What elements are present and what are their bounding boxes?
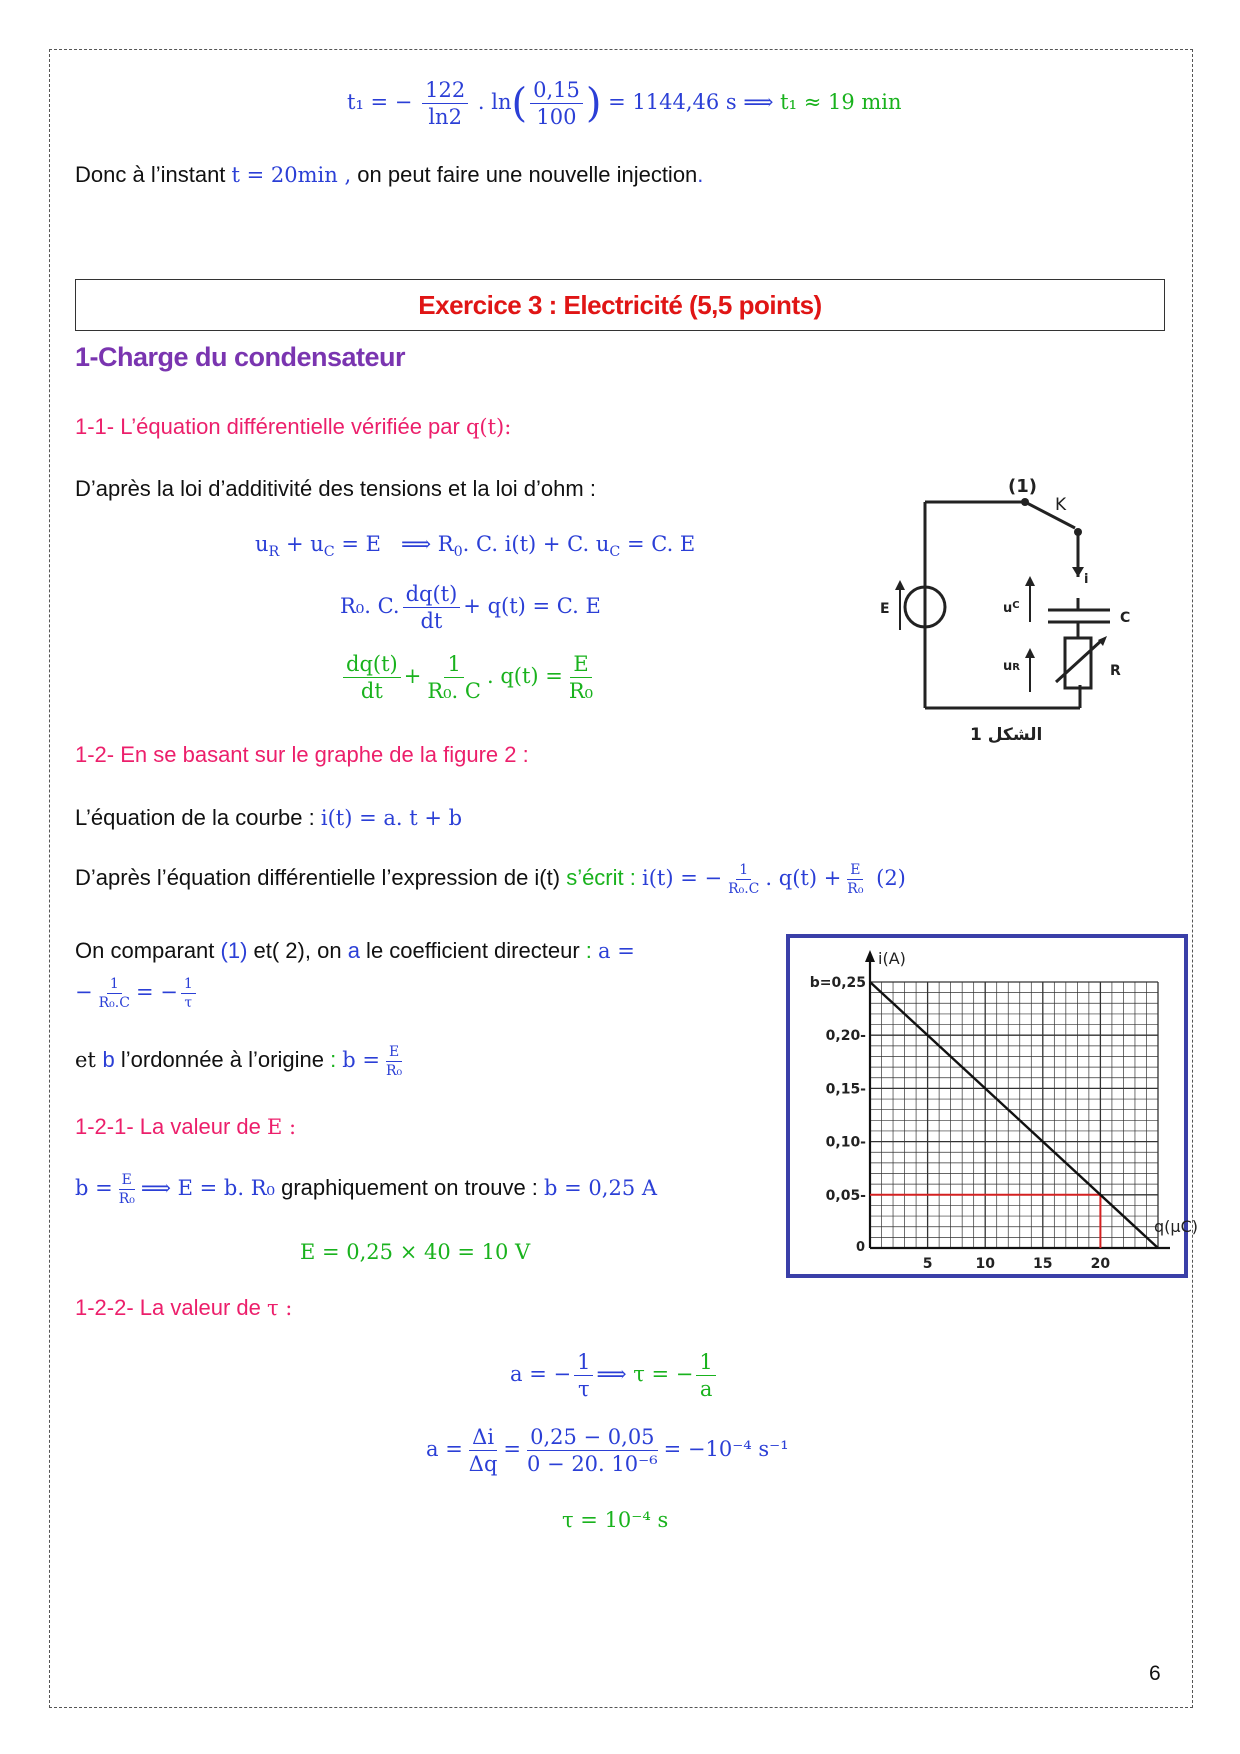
x-tick-label: 5	[922, 1256, 933, 1272]
conclusion-line: Donc à l’instant t = 20min , on peut faire une nouvelle injection.	[75, 162, 704, 187]
q121-heading: 1-2-1- La valeur de E :	[75, 1114, 297, 1139]
e-result: E = 0,25 × 40 = 10 V	[300, 1240, 531, 1264]
exercise-title-box	[75, 279, 1165, 331]
comparison-line-2: − $\frac{1}{\text{R₀.C}}$ = − $\frac{1}{\tau}$	[75, 976, 199, 1011]
x-tick-label: 20	[1090, 1256, 1111, 1272]
y-axis-arrow	[865, 950, 875, 962]
svg-text:uR	[1003, 659, 1020, 674]
eq-diff-final: $\frac{dq(t)}{dt}$ + $\frac{1}{\text{R₀. C}}$ . q(t) = $\frac{E}{\text{R₀}}$	[340, 652, 599, 703]
source-label: E	[880, 601, 890, 617]
y-tick-label: 0,20-	[825, 1028, 866, 1045]
uc-label: u	[1003, 601, 1013, 616]
q12-heading: 1-2- En se basant sur le graphe de la figure 2 :	[75, 742, 529, 767]
svg-text:uC	[1003, 600, 1020, 616]
exercise-title: Exercice 3 : Electricité (5,5 points)	[418, 289, 822, 320]
curve-equation-line: L’équation de la courbe : i(t) = a. t + b	[75, 805, 463, 830]
ur-label: u	[1003, 659, 1013, 674]
series-line	[870, 982, 1158, 1248]
x-axis-label: q(μC)	[1154, 1217, 1198, 1236]
comparison-line-1: On comparant (1) et( 2), on a le coefficient directeur : a =	[75, 938, 635, 963]
y-tick-label: 0,15-	[825, 1081, 866, 1098]
switch-position-label: (1)	[1008, 476, 1037, 497]
q121-line: b = $\frac{E}{\text{R₀}}$ ⟹ E = b. R₀ graphiquement on trouve : b = 0,25 A	[75, 1172, 658, 1208]
eq-tensions: $u_R + u_C = E$ ⟹ $R_0$. C. i(t) + C. $u_C = C$. E	[255, 532, 696, 561]
y-tick-label: 0,05-	[825, 1187, 866, 1204]
x-tick-label: 10	[975, 1256, 995, 1272]
page-number: 6	[1149, 1662, 1161, 1685]
i-q-chart	[790, 938, 1198, 1274]
switch-label: K	[1055, 495, 1067, 515]
origin-label: 0	[856, 1240, 866, 1255]
uc-sub: C	[1012, 600, 1020, 611]
intercept-line: et b l’ordonnée à l’origine : b = $\frac{E}{\text{R₀}}$	[75, 1044, 403, 1080]
q11-intro: D’après la loi d’additivité des tensions et la loi d’ohm :	[75, 476, 596, 501]
t1-result: t₁ ≈ 19 min	[780, 90, 902, 115]
figure1-caption: الشكل 1	[970, 725, 1043, 745]
y-tick-label: 0,10-	[825, 1134, 866, 1151]
graph-figure-2	[786, 934, 1198, 1278]
section-title: 1-Charge du condensateur	[75, 342, 406, 372]
eq-diff-1: R₀. C. $\frac{dq(t)}{dt}$ + q(t) = C. E	[340, 582, 601, 634]
circuit-diagram	[870, 470, 1190, 755]
slope-calculation: a = $\frac{\Delta i}{\Delta q}$ = $\frac{0,25 - 0,05}{\text{0 − 20. 10⁻⁶}}$ = −10⁻⁴ s⁻¹	[426, 1425, 789, 1477]
q122-heading: 1-2-2- La valeur de τ :	[75, 1295, 293, 1320]
diff-expression-line: D’après l’équation différentielle l’expression de i(t) s’écrit : i(t) = − $\frac{1}{\text{R₀.C}}$ . q(t) + $\frac{E}{\text{R₀}}$ (2)	[75, 862, 906, 898]
resistor-label: R	[1110, 663, 1121, 679]
ur-sub: R	[1012, 662, 1020, 673]
current-label: i	[1084, 572, 1089, 587]
y-tick-label: b=0,25	[809, 975, 866, 991]
y-axis-label: i(A)	[878, 949, 906, 968]
t1-equation: t₁ = − $\frac{122}{\ln 2}$ . ln( $\frac{0,15}{100}$ ) = 1144,46 s ⟹ t₁ ≈ 19 min	[347, 78, 902, 130]
tau-result: τ = 10⁻⁴ s	[562, 1508, 669, 1532]
x-tick-label: 15	[1033, 1256, 1053, 1272]
q11-heading: 1-1- L’équation différentielle vérifiée par q(t):	[75, 414, 512, 439]
capacitor-label: C	[1120, 610, 1131, 626]
tau-relation: a = − $\frac{1}{\tau}$ ⟹ τ = − $\frac{1}{a}$	[510, 1350, 719, 1401]
